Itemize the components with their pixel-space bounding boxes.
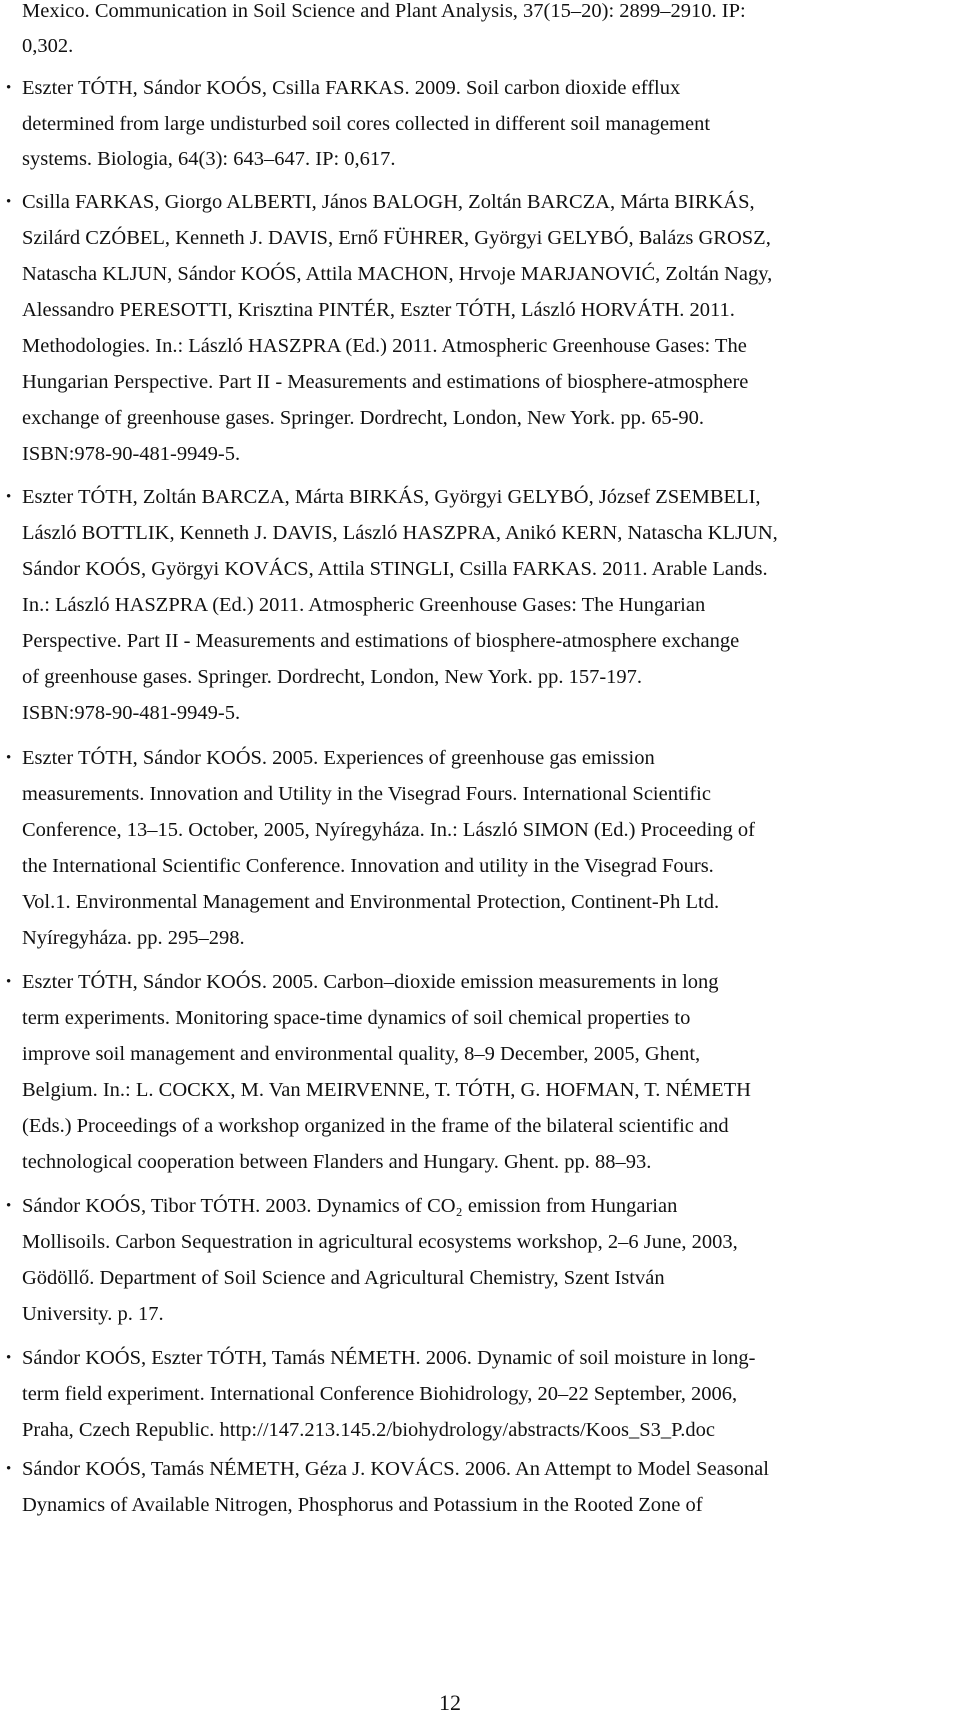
reference-line: In.: László HASZPRA (Ed.) 2011. Atmospheric Greenhouse Gases: The Hungarian bbox=[22, 594, 706, 616]
reference-line: determined from large undisturbed soil cores collected in different soil management bbox=[22, 113, 711, 135]
reference-line: of greenhouse gases. Springer. Dordrecht, London, New York. pp. 157-197. bbox=[22, 666, 643, 688]
bullet-icon: • bbox=[6, 1461, 12, 1477]
bullet-icon: • bbox=[6, 80, 12, 96]
reference-line: Mexico. Communication in Soil Science and Plant Analysis, 37(15–20): 2899–2910. IP: bbox=[22, 0, 746, 22]
reference-line: Sándor KOÓS, Tibor TÓTH. 2003. Dynamics of CO₂ emission from Hungarian bbox=[22, 1195, 678, 1217]
reference-line: Perspective. Part II - Measurements and estimations of biosphere-atmosphere exchange bbox=[22, 630, 740, 652]
reference-line: Natascha KLJUN, Sándor KOÓS, Attila MACHON, Hrvoje MARJANOVIĆ, Zoltán Nagy, bbox=[22, 263, 773, 285]
reference-line: exchange of greenhouse gases. Springer. Dordrecht, London, New York. pp. 65-90. bbox=[22, 407, 705, 429]
reference-line: Sándor KOÓS, Eszter TÓTH, Tamás NÉMETH. 2006. Dynamic of soil moisture in long- bbox=[22, 1347, 756, 1369]
reference-line: technological cooperation between Flanders and Hungary. Ghent. pp. 88–93. bbox=[22, 1151, 652, 1173]
reference-line: ISBN:978-90-481-9949-5. bbox=[22, 702, 241, 724]
reference-line: 0,302. bbox=[22, 35, 74, 57]
reference-line: Alessandro PERESOTTI, Krisztina PINTÉR, Eszter TÓTH, László HORVÁTH. 2011. bbox=[22, 299, 735, 321]
reference-line: Nyíregyháza. pp. 295–298. bbox=[22, 927, 245, 949]
reference-line: Belgium. In.: L. COCKX, M. Van MEIRVENNE, T. TÓTH, G. HOFMAN, T. NÉMETH bbox=[22, 1079, 751, 1101]
reference-line: the International Scientific Conference. Innovation and utility in the Visegrad Fours. bbox=[22, 855, 714, 877]
reference-line: László BOTTLIK, Kenneth J. DAVIS, László HASZPRA, Anikó KERN, Natascha KLJUN, bbox=[22, 522, 778, 544]
reference-line: Csilla FARKAS, Giorgo ALBERTI, János BALOGH, Zoltán BARCZA, Márta BIRKÁS, bbox=[22, 191, 755, 213]
reference-line: Methodologies. In.: László HASZPRA (Ed.) 2011. Atmospheric Greenhouse Gases: The bbox=[22, 335, 747, 357]
reference-line: improve soil management and environmental quality, 8–9 December, 2005, Ghent, bbox=[22, 1043, 701, 1065]
bullet-icon: • bbox=[6, 194, 12, 210]
page-number: 12 bbox=[439, 1690, 461, 1715]
reference-line: Eszter TÓTH, Sándor KOÓS. 2005. Carbon–dioxide emission measurements in long bbox=[22, 971, 719, 993]
reference-line: Conference, 13–15. October, 2005, Nyíregyháza. In.: László SIMON (Ed.) Proceeding of bbox=[22, 819, 755, 841]
reference-line: Eszter TÓTH, Sándor KOÓS, Csilla FARKAS. 2009. Soil carbon dioxide efflux bbox=[22, 77, 681, 99]
reference-line: Sándor KOÓS, Györgyi KOVÁCS, Attila STINGLI, Csilla FARKAS. 2011. Arable Lands. bbox=[22, 558, 768, 580]
reference-line: measurements. Innovation and Utility in the Visegrad Fours. International Scientific bbox=[22, 783, 711, 805]
bullet-icon: • bbox=[6, 1198, 12, 1214]
bullet-icon: • bbox=[6, 1350, 12, 1366]
reference-line: systems. Biologia, 64(3): 643–647. IP: 0,617. bbox=[22, 148, 396, 170]
reference-line: Praha, Czech Republic. http://147.213.145.2/biohydrology/abstracts/Koos_S3_P.doc bbox=[22, 1419, 715, 1441]
bullet-icon: • bbox=[6, 750, 12, 766]
bullet-icon: • bbox=[6, 489, 12, 505]
reference-line: Gödöllő. Department of Soil Science and Agricultural Chemistry, Szent István bbox=[22, 1267, 665, 1289]
reference-line: Mollisoils. Carbon Sequestration in agricultural ecosystems workshop, 2–6 June, 2003, bbox=[22, 1231, 738, 1253]
reference-line: Eszter TÓTH, Zoltán BARCZA, Márta BIRKÁS, Györgyi GELYBÓ, József ZSEMBELI, bbox=[22, 486, 761, 508]
reference-line: Sándor KOÓS, Tamás NÉMETH, Géza J. KOVÁCS. 2006. An Attempt to Model Seasonal bbox=[22, 1458, 769, 1480]
bullet-icon: • bbox=[6, 974, 12, 990]
reference-line: Dynamics of Available Nitrogen, Phosphorus and Potassium in the Rooted Zone of bbox=[22, 1494, 703, 1516]
reference-line: term field experiment. International Conference Biohidrology, 20–22 September, 2006, bbox=[22, 1383, 738, 1405]
reference-line: ISBN:978-90-481-9949-5. bbox=[22, 443, 241, 465]
reference-line: Eszter TÓTH, Sándor KOÓS. 2005. Experiences of greenhouse gas emission bbox=[22, 747, 655, 769]
reference-line: Vol.1. Environmental Management and Environmental Protection, Continent-Ph Ltd. bbox=[22, 891, 720, 913]
reference-line: Szilárd CZÓBEL, Kenneth J. DAVIS, Ernő FÜHRER, Györgyi GELYBÓ, Balázs GROSZ, bbox=[22, 227, 771, 249]
reference-line: University. p. 17. bbox=[22, 1303, 164, 1325]
reference-line: term experiments. Monitoring space-time dynamics of soil chemical properties to bbox=[22, 1007, 691, 1029]
reference-line: (Eds.) Proceedings of a workshop organized in the frame of the bilateral scientific and bbox=[22, 1115, 729, 1137]
reference-line: Hungarian Perspective. Part II - Measurements and estimations of biosphere-atmosphere bbox=[22, 371, 749, 393]
